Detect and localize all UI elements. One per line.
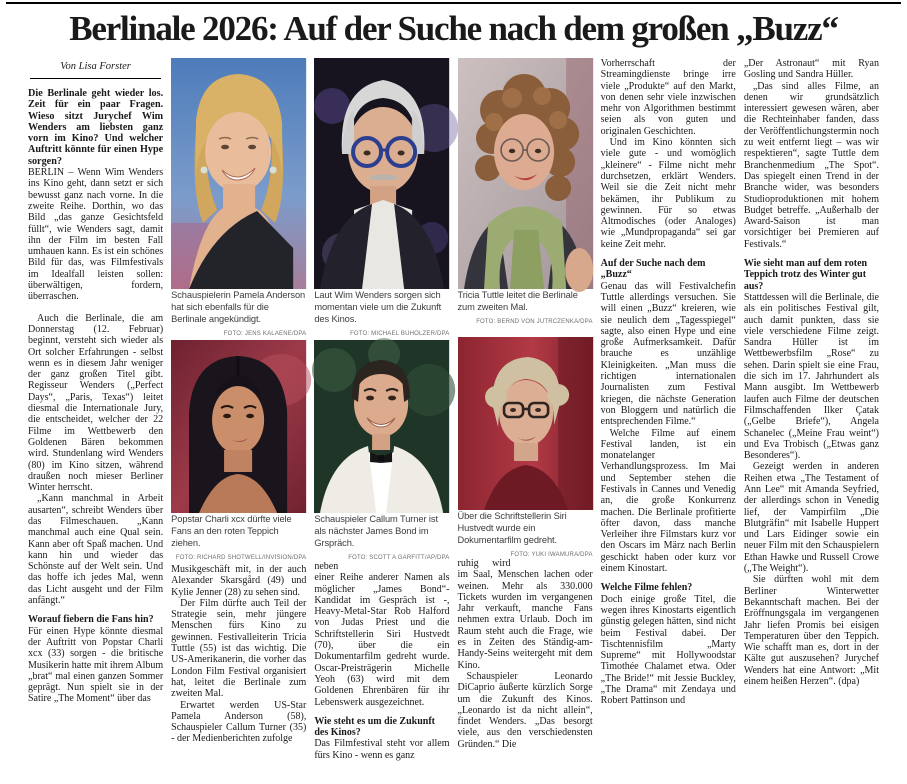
subhead-fans: Worauf fiebern die Fans hin? <box>28 614 154 626</box>
photo-credit: FOTO: BERND VON JUTRCZENKA/DPA <box>476 319 593 325</box>
top-rule <box>6 2 901 4</box>
article-paragraph: „Kann manchmal in Arbeit ausarten“, schreibt Wenders über das Filmeschauen. „Kann manchmal auch eine Qual sein. Kann aber oft Spaß machen. Und kann hin und wieder das Schönste auf der Welt sein. Und das hoffe ich jedes Mal, wenn das Licht ausgeht und der Film anfängt.“ <box>28 493 164 607</box>
column-6 <box>744 58 879 780</box>
article-paragraph: Welche Filme auf einem Festival landen, ist ein monatelanger Verhandlungsprozess. Im Mai und September stehen die Festivals in Cannes und Venedig an, die große Konkurrenz machen. Die Berlinale profitierte öfter davon, dass manche Verleiher ihre Filmstars kurz vor den Oscars im März nach Berlin geschickt haben oder kurz vor einem Kinostart. <box>600 427 736 575</box>
caption-text: Schauspielerin Pamela Anderson hat sich ebenfalls für die Berlinale angekündigt. <box>171 290 306 324</box>
article-paragraph: Und im Kino könnten sich viele gute - und womöglich „kleinere“ - Filme nicht mehr durchsetzen, erklärt Wenders. Weil sie die Zeit nicht mehr bekämen, ihr Publikum zu gewinnen. Für so etwas Altmodisches (oder Analoges) wie „Mundpropaganda“ sei gar keine Zeit mehr. <box>600 137 736 250</box>
article-paragraph: Erwartet werden US-Star Pamela Anderson (58), Schauspieler Callum Turner (35) - der Medienberichten zufolge <box>171 699 307 745</box>
byline: Von Lisa Forster <box>30 58 161 79</box>
photo-caption <box>314 513 450 561</box>
article-body <box>0 58 907 780</box>
caption-text: Über die Schriftstellerin Siri Hustvedt wurde ein Dokumentarfilm gedreht. <box>457 511 567 545</box>
article-paragraph: „Der Astronaut“ mit Ryan Gosling und Sandra Hüller. <box>743 58 879 81</box>
article-paragraph: Schauspieler Leonardo DiCaprio äußerte kürzlich Sorge um die Zukunft des Kinos. „Leonardo ist da nicht allein“, findet Wenders. „Das besorgt viele, aus den verschiedensten Gründen.“ Die <box>457 670 593 750</box>
figure-charli-xcx <box>171 337 307 561</box>
column-2 <box>171 58 306 780</box>
caption-text: Schauspieler Callum Turner ist als nächster James Bond im Grspräch. <box>314 514 438 548</box>
figure-tricia-tuttle <box>458 58 593 333</box>
article-paragraph: Auch die Berlinale, die am Donnerstag (12. Februar) beginnt, versteht sich wieder als Ort solcher Erfahrungen - selbst wenn es in diesem Jahr weniger der ganz großen Titel gibt. Regisseur Wenders („Perfect Days“, „Paris, Texas“) leitet diesmal die Internationale Jury, die entscheidet, welcher der 22 Filme im Wettbewerb den Goldenen Bären bekommen wird. Stundenlang wird Wenders (80) im Kino sitzen, während draußen noch mieser Berliner Winter herrscht. <box>28 312 164 494</box>
article-paragraph: Genau das will Festivalchefin Tuttle allerdings versuchen. Sie will einen „Buzz“ kreieren, wie sie neulich dem „Tagesspiegel“ sagte, also einen Hype und eine große Aufmerksamkeit. Dafür brauche es unzählige Kleinigkeiten. „Man muss die richtigen internationalen Journalisten zum Festival kriegen, die nächste Generation von Bloggern und natürlich die entsprechenden Filme.“ <box>600 280 736 428</box>
newspaper-page <box>0 2 907 784</box>
figure-callum-turner <box>314 337 450 561</box>
subhead-zukunft-kinos: Wie steht es um die Zukunft des Kinos? <box>314 715 435 739</box>
photo-caption <box>457 510 593 558</box>
article-paragraph: Musikgeschäft mit, in der auch Alexander Skarsgård (49) und Kylie Jenner (28) zu sehen sind. <box>171 564 307 598</box>
photo-pamela-anderson <box>171 58 306 289</box>
figure-wim-wenders <box>314 58 450 337</box>
photo-charli-xcx <box>171 340 306 513</box>
subhead-filme-fehlen: Welche Filme fehlen? <box>600 582 693 594</box>
photo-caption <box>171 513 307 561</box>
photo-credit: FOTO: JENS KALAENE/DPA <box>223 331 307 337</box>
caption-text: Laut Wim Wenders sorgen sich momentan viele um die Zukunft des Kinos. <box>314 290 442 324</box>
article-lead: Die Berlinale geht wieder los. Zeit für ein paar Fragen. Wieso sitzt Jurychef Wim Wenders am liebsten ganz vorn im Kino? Und welcher Auftritt könnte für einen Hype sorgen? <box>28 88 164 167</box>
caption-text: Tricia Tuttle leitet die Berlinale zum zweiten Mal. <box>457 290 578 312</box>
photo-caption <box>314 289 450 337</box>
photo-wim-wenders <box>314 58 449 289</box>
photo-caption <box>171 289 307 337</box>
figure-siri-hustvedt <box>457 337 593 558</box>
article-paragraph: Gezeigt werden in anderen Reihen etwa „The Testament of Ann Lee“ mit Amanda Seyfried, der allerdings schon in Venedig lief, der Vampirfilm „Die Blutgräfin“ mit Isabelle Huppert und Lars Eidinger sowie ein neuer Film mit den Schauspielern Ethan Hawke und Russell Crowe („The Weight“). <box>743 461 879 575</box>
subhead-buzz: Auf der Suche nach dem „Buzz“ <box>600 258 706 281</box>
article-paragraph: neben einer Reihe anderer Namen als möglicher „James Bond“-Kandidat im Gespräch ist -, Heavy-Metal-Star Rob Halford von Judas Priest und die Schriftstellerin Siri Hustvedt (70), über die ein Dokumentarfilm gedreht wurde. Oscar-Preisträgerin Michelle Yeoh (63) wird mit dem Goldenen Ehrenbären für ihr Lebenswerk ausgezeichnet. <box>314 561 450 708</box>
photo-callum-turner <box>314 340 449 513</box>
column-5 <box>601 58 736 780</box>
article-paragraph: BERLIN – Wenn Wim Wenders ins Kino geht, dann setzt er sich bewusst ganz nach vorne. In die zweite Reihe. Dorthin, wo das Bild „das ganze Gesichtsfeld füllt“, wie Wenders sagt, damit ihn der Film im besten Fall umhauen kann. Es ist ein schönes Bild für das, was Filmfestivals im Idealfall leisten sollen: überwältigen, fordern, überraschen. <box>28 167 164 303</box>
article-paragraph: Stattdessen will die Berlinale, die als ein politisches Festival gilt, auch damit punkten, dass sie viele verschiedene Filme zeigt. Sandra Hüller ist im Wettbewerbsfilm „Rose“ zu sehen. Darin spielt sie eine Frau, die sich im 17. Jahrhundert als Mann ausgibt. Im Wettbewerb laufen auch Filme der deutschen Filmschaffenden Ilker Çatak („Gelbe Briefe“), Angela Schanelec („Meine Frau weint“) und Eva Trobisch („Etwas ganz Besonderes“). <box>743 291 879 462</box>
photo-credit: FOTO: YUKI IWAMURA/DPA <box>510 552 593 558</box>
article-paragraph: Sie dürften wohl mit dem Berliner Winterwetter Bekanntschaft machen. Bei der Eröffnungsgala im vergangenen Jahr liefen Promis bei eisigen Temperaturen über den Teppich. Wie schafft man es, dort in der Kälte gut auszusehen? Jurychef Wenders hat eine Antwort: „Mit einem heißen Herzen“. (dpa) <box>743 574 879 688</box>
photo-credit: FOTO: MICHAEL BUHOLZER/DPA <box>350 331 450 337</box>
column-1 <box>28 58 163 780</box>
page-title: Berlinale 2026: Auf der Suche nach dem großen „Buzz“ <box>69 9 838 48</box>
article-paragraph: Der Film dürfte auch Teil der Strategie sein, mehr jüngere Menschen fürs Kino zu gewinnen. Festivalleiterin Tricia Tuttle (55) ist das wichtig. Die US-Amerikanerin, die vorher das London Film Festival organisiert hat, leitet die Berlinale zum zweiten Mal. <box>171 597 307 700</box>
article-paragraph: Vorherrschaft der Streamingdienste bringe irre viele „Produkte“ auf den Markt, von denen sehr viele inzwischen mehr von Algorithmen bestimmt seien als von guten und originalen Geschichten. <box>600 58 736 137</box>
photo-siri-hustvedt <box>458 337 593 510</box>
article-paragraph: Doch einige große Titel, die wegen ihres Kinostarts eigentlich günstig gelegen hätten, sind nicht beim Festival dabei. Der Tischtennisfilm „Marty Supreme“ mit Hollywoodstar Timothée Chalamet etwa. Oder „The Bride!“ mit Jessie Buckley, „The Drama“ mit Zendaya und Robert Pattinson und <box>600 593 736 707</box>
article-paragraph: ruhig wird im Saal, Menschen lachen oder weinen. Mehr als 330.000 Tickets wurden im vergangenen Jahr verkauft, manche Fans nehmen extra Urlaub. Doch im Raum steht auch die Frage, wie es in Zeiten des Ständig-am-Handy-Seins weitergeht mit dem Kino. <box>457 558 593 671</box>
figure-pamela-anderson <box>171 58 307 337</box>
column-4 <box>458 58 593 780</box>
subhead-roter-teppich: Wie sieht man auf dem roten Teppich trotz des Winter gut aus? <box>743 258 868 292</box>
article-paragraph: „Das sind alles Filme, an denen wir grundsätzlich interessiert gewesen wären, aber die Rechteinhaber fanden, dass der Veröffentlichungstermin noch zu weit entfernt liegt – was wir respektieren“, sagte Tuttle dem Branchenmedium „The Spot“. Das spiegelt einen Trend in der Branche wider, was besonders Studioproduktionen mit hohem Budget betreffe. „Außerhalb der Award-Saison ist man vorsichtiger bei Premieren auf Festivals.“ <box>743 80 879 250</box>
caption-text: Popstar Charli xcx dürfte viele Fans an den roten Teppich ziehen. <box>171 514 292 548</box>
column-3 <box>314 58 449 780</box>
photo-caption <box>458 289 593 333</box>
photo-credit: FOTO: SCOTT A GARFITT/AP/DPA <box>348 555 450 561</box>
article-paragraph: Für einen Hype könnte diesmal der Auftritt von Popstar Charli xcx (33) sorgen - die britische Musikerin hatte mit ihrem Album „brat“ mal einen ganzen Sommer geprägt. Nun spielt sie in der Satire „The Moment“ über das <box>28 625 164 705</box>
article-paragraph: Das Filmfestival steht vor allem fürs Kino - wenn es ganz <box>314 738 450 761</box>
photo-credit: FOTO: RICHARD SHOTWELL/INVISION/DPA <box>175 555 307 561</box>
photo-tricia-tuttle <box>458 58 593 289</box>
